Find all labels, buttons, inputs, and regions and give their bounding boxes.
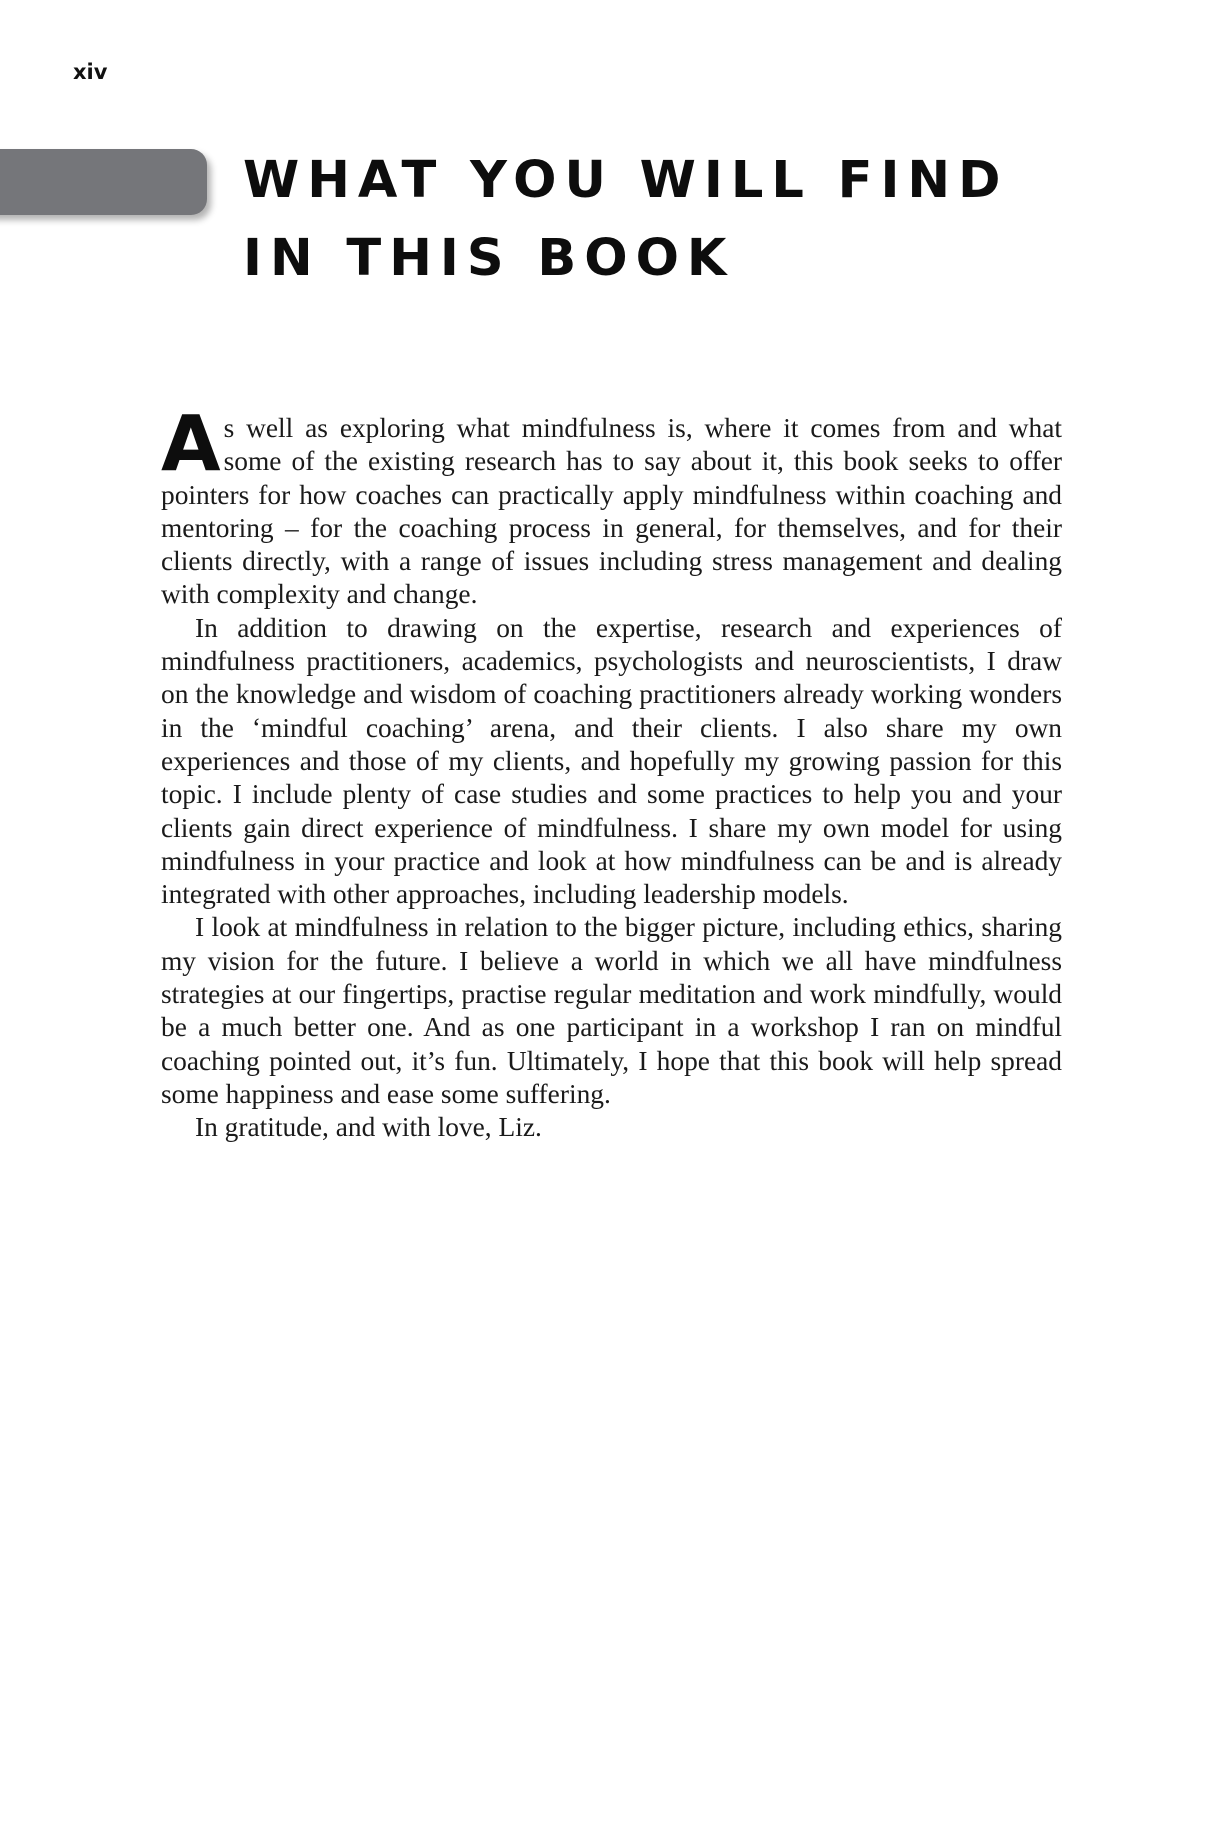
drop-cap: A [161, 400, 221, 489]
paragraph-2: In addition to drawing on the expertise, research and experiences of mindfulness practitioners, academics, psychologists and neuroscientists, I draw on the knowledge and wisdom of coaching practitioners already working wonders in the ‘mindful coaching’ arena, and their clients. I also share my own experiences and those of my clients, and hopefully my growing passion for this topic. I include plenty of case studies and some practices to help you and your clients gain direct experience of mindfulness. I share my own model for using mindfulness in your practice and look at how mindfulness can be and is already integrated with other approaches, including leadership models. [161, 612, 1062, 910]
chapter-title-line-2: IN THIS BOOK [243, 229, 735, 288]
page-number: xiv [73, 60, 108, 84]
paragraph-1-text: s well as exploring what mindfulness is, where it comes from and what some of the existing research has to say about it, this book seeks to offer pointers for how coaches can practically apply mindfulness within coaching and mentoring – for the coaching process in general, for themselves, and for their clients directly, with a range of issues including stress management and dealing with complexity and change. [161, 413, 1062, 610]
paragraph-1 [161, 400, 1062, 612]
chapter-title-line-1: WHAT YOU WILL FIND [243, 151, 1009, 210]
paragraph-3: I look at mindfulness in relation to the bigger picture, including ethics, sharing my vision for the future. I believe a world in which we all have mindfulness strategies at our fingertips, practise regular meditation and work mindfully, would be a much better one. And as one participant in a workshop I ran on mindful coaching pointed out, it’s fun. Ultimately, I hope that this book will help spread some happiness and ease some suffering. [161, 912, 1062, 1109]
paragraph-4: In gratitude, and with love, Liz. [195, 1112, 542, 1143]
chapter-title [243, 142, 1008, 298]
chapter-tab-decoration [0, 149, 207, 215]
body-text [161, 400, 1062, 1145]
